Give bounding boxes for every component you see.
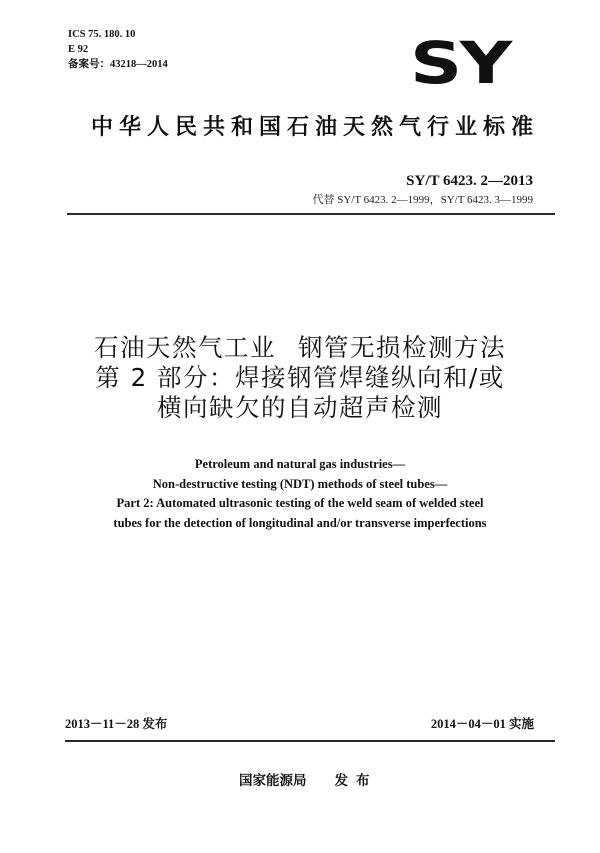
header-divider	[67, 213, 555, 215]
english-title-line-1: Petroleum and natural gas industries—	[194, 457, 406, 471]
classification-block	[68, 27, 168, 72]
footer-divider	[65, 740, 555, 742]
sy-logo: SY	[410, 29, 510, 97]
chinese-title-line-3: 横向缺欠的自动超声检测	[157, 393, 443, 422]
english-title-line-3: Part 2: Automated ultrasonic testing of the weld seam of welded steel	[116, 496, 484, 510]
english-title	[0, 455, 600, 533]
chinese-title-line-1b: 钢管无损检测方法	[298, 333, 506, 362]
implementation-date: 2014－04－01 实施	[430, 717, 534, 731]
publisher-name: 国家能源局	[239, 773, 307, 789]
chinese-title-line-1	[0, 333, 600, 363]
ics-code: ICS 75. 180. 10	[68, 29, 136, 40]
replaces-standards: 代替 SY/T 6423. 2—1999，SY/T 6423. 3—1999	[312, 194, 533, 206]
chinese-title	[0, 333, 600, 423]
chinese-title-line-2: 第 2 部分：焊接钢管焊缝纵向和/或	[95, 363, 505, 392]
issue-date: 2013－11－28 发布	[65, 717, 168, 731]
publisher-line	[239, 772, 378, 790]
publisher-action: 发布	[334, 773, 378, 789]
filing-number: 备案号：43218—2014	[68, 59, 168, 70]
english-title-line-4: tubes for the detection of longitudinal and/or transverse imperfections	[113, 515, 487, 530]
chinese-title-line-1a: 石油天然气工业	[94, 333, 276, 362]
industry-standard-title: 中华人民共和国石油天然气行业标准	[90, 115, 539, 140]
english-title-line-2: Non-destructive testing (NDT) methods of steel tubes—	[152, 476, 448, 491]
ccs-code: E 92	[68, 44, 89, 55]
standard-number: SY/T 6423. 2—2013	[406, 173, 533, 189]
